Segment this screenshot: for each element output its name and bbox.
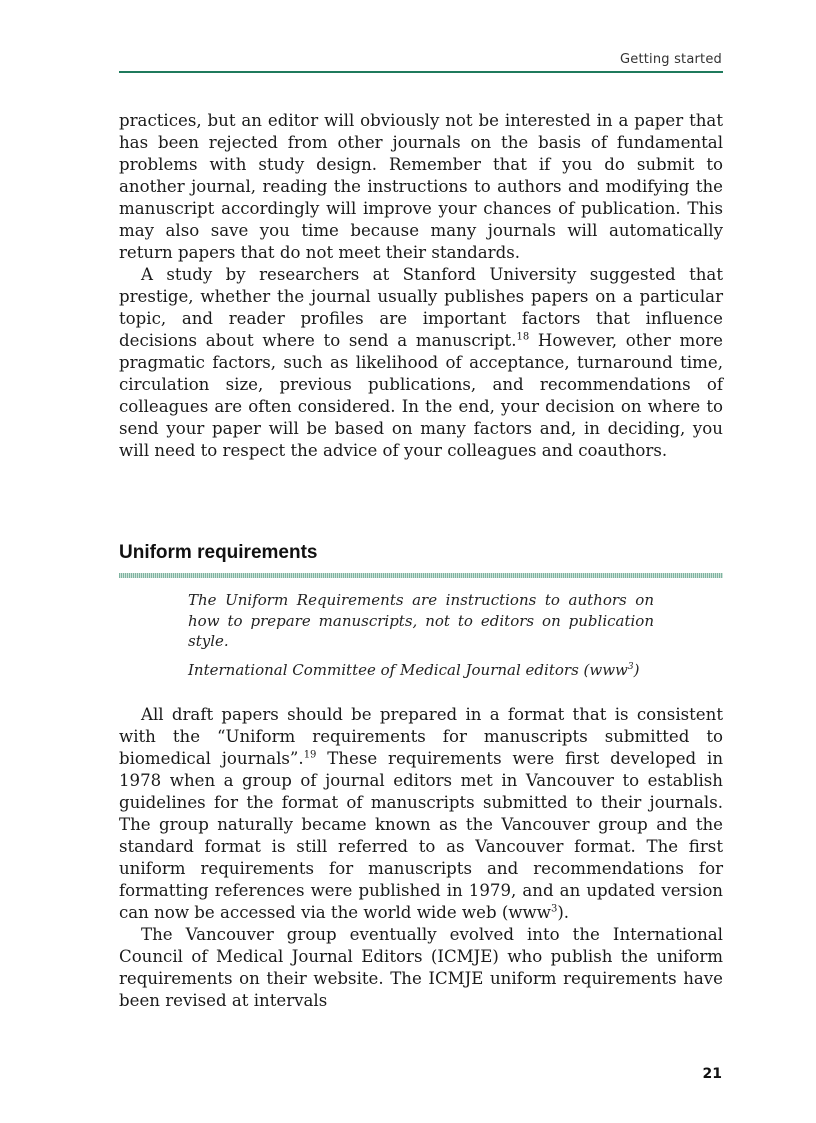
paragraph-text: However, other more pragmatic factors, such as likelihood of acceptance, turnaround time, circulation size, previous publications, and recommendations of colleagues are often considered. In the end, your decision on where to send your paper will be based on many factors and, in deciding, you will need to respect the advice of your colleagues and coauthors. xyxy=(119,331,723,460)
epigraph-attribution xyxy=(188,660,654,681)
paragraph-text: A study by researchers at Stanford University suggested that prestige, whether the journal usually publishes papers on a particular topic, and reader profiles are important factors that influence decisions about where to send a manuscript. xyxy=(119,265,723,350)
attribution-text-end: ) xyxy=(633,660,640,679)
paragraph-continued: practices, but an editor will obviously not be interested in a paper that has been rejected from other journals on the basis of fundamental problems with study design. Remember that if you do submit to another journal, reading the instructions to authors and modifying the manuscript accordingly will improve your chances of publication. This may also save you time because many journals will automatically return papers that do not meet their standards. xyxy=(119,111,723,262)
paragraph-text: These requirements were first developed in 1978 when a group of journal editors met in Vancouver to establish guidelines for the format of manuscripts submitted to their journals. The group naturally became known as the Vancouver group and the standard format is still referred to as Vancouver format. The first uniform requirements for manuscripts and recommendations for formatting references were published in 1979, and an updated version can now be accessed via the world wide web (www xyxy=(119,749,724,922)
paragraph-stanford-study xyxy=(119,264,723,462)
epigraph xyxy=(188,590,654,680)
header-rule xyxy=(119,71,723,73)
attribution-superscript: 3 xyxy=(627,661,634,672)
reference-marker: 18 xyxy=(516,331,530,343)
web-superscript: 3 xyxy=(550,903,558,915)
paragraph-text: ). xyxy=(557,903,570,922)
paragraph-uniform-requirements xyxy=(119,704,723,924)
section-rule xyxy=(119,573,723,578)
section-heading: Uniform requirements xyxy=(119,542,318,563)
epigraph-quote: The Uniform Requirements are instructions to authors on how to prepare manuscripts, not to editors on publication style. xyxy=(188,591,654,650)
attribution-text: International Committee of Medical Journal editors (www xyxy=(188,660,628,679)
page-number: 21 xyxy=(702,1066,722,1082)
reference-marker: 19 xyxy=(303,749,317,761)
paragraph-icmje: The Vancouver group eventually evolved into the International Council of Medical Journal Editors (ICMJE) who publish the uniform requirements on their website. The ICMJE uniform requirements have been revised at intervals xyxy=(119,925,723,1010)
body-text-top xyxy=(119,110,723,462)
body-text-bottom xyxy=(119,704,723,1012)
paragraph-text: All draft papers should be prepared in a format that is consistent with the “Uniform requirements for manuscripts submitted to biomedical journals”. xyxy=(119,705,723,768)
running-head: Getting started xyxy=(619,52,722,67)
